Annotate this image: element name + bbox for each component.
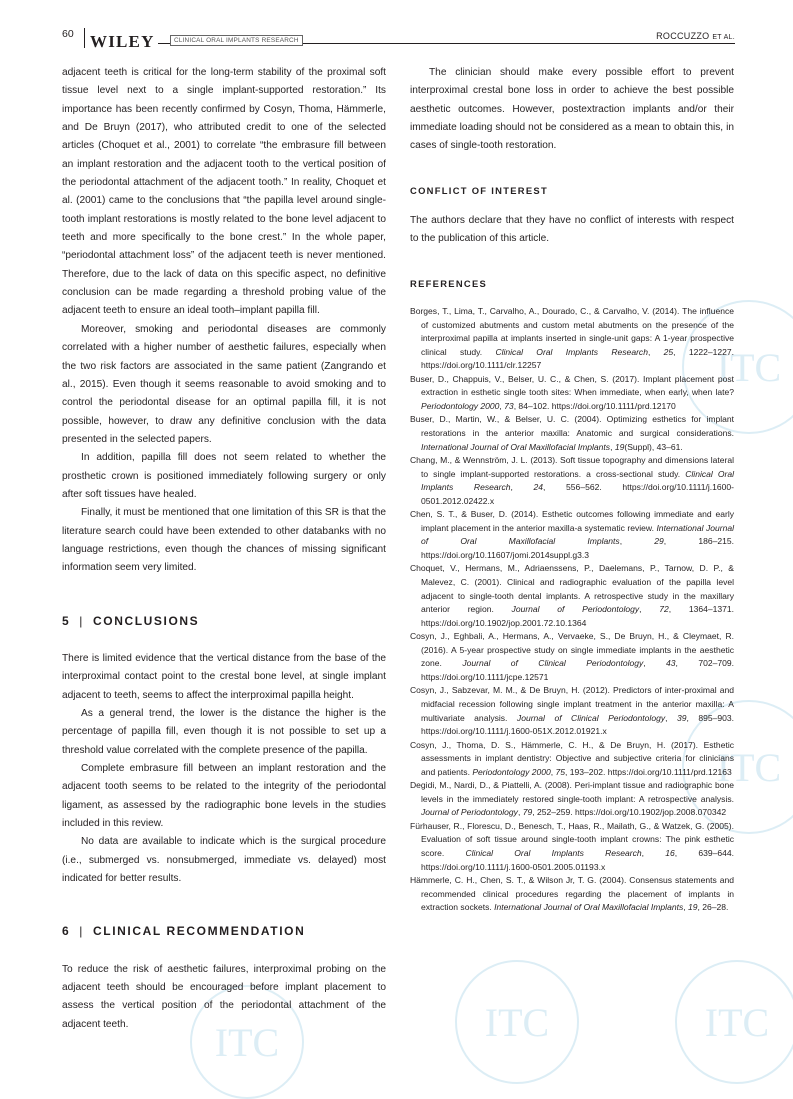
watermark-logo: ITC (682, 300, 793, 434)
reference-item: Buser, D., Martin, W., & Belser, U. C. (2004). Optimizing esthetics for implant restorations in the anterior maxilla: Anatomic and surgical considerations. International Journal of Oral Maxillofacial Implants, 19(Suppl), 43–61. (410, 414, 734, 452)
body-paragraph: Complete embrasure fill between an implant restoration and the adjacent tooth seems to be related to the integrity of the periodontal ligament, as assessed by the radiographic bone levels in the studies included in this review. (62, 763, 386, 830)
body-paragraph: To reduce the risk of aesthetic failures, interproximal probing on the adjacent teeth should be encouraged before implant placement to assess the vertical position of the periodontal attachment of the adjacent teeth. (62, 963, 386, 1030)
running-header (62, 28, 735, 50)
reference-item: Borges, T., Lima, T., Carvalho, A., Dourado, C., & Carvalho, V. (2014). The influence of customized abutments and custom metal abutments on the presence of the interproximal papilla at implants inserted in single-unit gaps: A 1-year prospective clinical study. Clinical Oral Implants Research, 25, 1222–1227. https://doi.org/10.1111/clr.12257 (410, 306, 734, 371)
watermark-logo: ITC (675, 960, 793, 1084)
running-head-authors: ROCCUZZO ET AL. (656, 31, 735, 41)
reference-item: Chang, M., & Wennström, J. L. (2013). Soft tissue topography and dimensions lateral to single implant-supported restorations. a cross-sectional study. Clinical Oral Implants Research, 24, 556–562. https://doi.org/10.1111/j.1600-0501.2012.02422.x (410, 455, 734, 506)
journal-name: CLINICAL ORAL IMPLANTS RESEARCH (170, 35, 303, 46)
right-column (410, 64, 734, 915)
left-column (62, 64, 386, 1034)
reference-item: Hämmerle, C. H., Chen, S. T., & Wilson Jr, T. G. (2004). Consensus statements and recommended clinical procedures regarding the placement of implants in extraction sockets. International Journal of Oral Maxillofacial Implants, 19, 26–28. (410, 875, 734, 913)
references-heading: REFERENCES (410, 277, 488, 289)
body-paragraph: adjacent teeth is critical for the long-term stability of the proximal soft tissue level next to a single implant-supported restoration.” Its importance has been recently confirmed by Cosyn, Thoma, Hämmerle, and De Bruyn (2017), who attributed credit to one of the selected articles (Choquet et al., 2001) to correlate “the embrasure fill between an implant restoration and the adjacent tooth to the vertical position of the periodontal attachment of the adjacent tooth.” In reality, Choquet et al. (2001) came to the conclusions that “the papilla level around single-tooth implant restorations is mostly related to the bone level adjacent to teeth and more specifically to the bone crest.” In the whole paper, “periodontal attachment loss” of the adjacent teeth is never mentioned. Therefore, due to the lack of data on this specific aspect, no definitive conclusion can be made regarding a threshold probing value of the adjacent teeth to ensure an ideal tooth–implant papilla fill. (62, 67, 386, 317)
reference-item: Cosyn, J., Eghbali, A., Hermans, A., Vervaeke, S., De Bruyn, H., & Cleymaet, R. (2016). A 5-year prospective study on single immediate implants in the aesthetic zone. Journal of Clinical Periodontology, 43, 702–709. https://doi.org/10.1111/jcpe.12571 (410, 631, 734, 682)
reference-item: Cosyn, J., Thoma, D. S., Hämmerle, C. H., & De Bruyn, H. (2017). Esthetic assessments in implant dentistry: Objective and subjective criteria for clinicians and patients. Periodontology 2000, 75, 193–202. https://doi.org/10.1111/prd.12163 (410, 739, 734, 777)
watermark-logo: ITC (455, 960, 579, 1084)
conflict-of-interest-heading: CONFLICT OF INTEREST (410, 184, 548, 196)
body-paragraph: In addition, papilla fill does not seem related to whether the prosthetic crown is positioned immediately following surgery or only after soft tissues have healed. (62, 452, 386, 500)
section-heading-conclusions: 5 | CONCLUSIONS (62, 613, 200, 628)
body-paragraph: As a general trend, the lower is the distance the higher is the percentage of papilla fill, even though it is not possible to set up a threshold value correlated with the complete presence of the papilla. (62, 708, 386, 756)
body-paragraph: The clinician should make every possible effort to prevent interproximal crestal bone loss in order to achieve the best possible aesthetic outcomes. However, postextraction implants and/or their immediate loading should not be considered as a mean to obtain this, in cases of single-tooth restoration. (410, 67, 734, 152)
body-paragraph: Finally, it must be mentioned that one limitation of this SR is that the literature search could have been extended to other databanks with no language restrictions, even though the chances of missing significant information seem very limited. (62, 507, 386, 574)
reference-item: Choquet, V., Hermans, M., Adriaenssens, P., Daelemans, P., Tarnow, D. P., & Malevez, C. (2001). Clinical and radiographic evaluation of the papilla level adjacent to single-tooth dental implants. A retrospective study in the maxillary anterior region. Journal of Periodontology, 72, 1364–1371. https://doi.org/10.1902/jop.2001.72.10.1364 (410, 563, 735, 628)
reference-item: Cosyn, J., Sabzevar, M. M., & De Bruyn, H. (2012). Predictors of inter-proximal and midfacial recession following single implant treatment in the anterior maxilla: A multivariate analysis. Journal of Clinical Periodontology, 39, 895–903. https://doi.org/10.1111/j.1600-051X.2012.01921.x (410, 685, 734, 737)
body-paragraph: There is limited evidence that the vertical distance from the base of the interproximal contact point to the crestal bone level, at single implant adjacent to teeth, seems to affect the interproximal papilla height. (62, 652, 386, 701)
watermark-logo: ITC (190, 985, 304, 1099)
header-divider (84, 28, 85, 48)
body-paragraph: No data are available to indicate which is the surgical procedure (i.e., submerged vs. nonsubmerged, immediate vs. delayed) most indicated for better results. (62, 836, 386, 885)
conflict-of-interest-text: The authors declare that they have no conflict of interests with respect to the publication of this article. (410, 215, 734, 245)
reference-item: Buser, D., Chappuis, V., Belser, U. C., & Chen, S. (2017). Implant placement post extraction in esthetic single tooth sites: When immediate, when early, when late? Periodontology 2000, 73, 84–102. https://doi.org/10.1111/prd.12170 (410, 373, 734, 411)
section-heading-clinical-recommendation: 6 | CLINICAL RECOMMENDATION (62, 924, 306, 939)
watermark-logo: ITC (682, 700, 793, 834)
body-paragraph: Moreover, smoking and periodontal diseases are commonly correlated with a higher number of aesthetic failures, especially when the two risk factors are associated in the same patient (Zangrando et al., 2015). Even though it seems reasonable to avoid smoking and to control the periodontal disease for an optimal papilla fill, it is not possible, however, to draw any definitive conclusion with the data presented in the selected papers. (62, 323, 386, 445)
reference-list (410, 305, 734, 915)
reference-item: Degidi, M., Nardi, D., & Piattelli, A. (2008). Peri-implant tissue and radiographic bone levels in the immediately restored single-tooth implant: A retrospective analysis. Journal of Periodontology, 79, 252–259. https://doi.org/10.1902/jop.2008.070342 (410, 780, 734, 818)
reference-item: Fürhauser, R., Florescu, D., Benesch, T., Haas, R., Mailath, G., & Watzek, G. (2005). Evaluation of soft tissue around single-tooth implant crowns: The pink esthetic score. Clinical Oral Implants Research, 16, 639–644. https://doi.org/10.1111/j.1600-0501.2005.01193.x (410, 820, 734, 872)
reference-item: Chen, S. T., & Buser, D. (2014). Esthetic outcomes following immediate and early implant placement in the anterior maxilla-a systematic review. International Journal of Oral Maxillofacial Implants, 29, 186–215. https://doi.org/10.11607/jomi.2014suppl.g3.3 (410, 509, 735, 560)
publisher-logo: WILEY (90, 32, 155, 51)
page-number: 60 (62, 28, 74, 40)
